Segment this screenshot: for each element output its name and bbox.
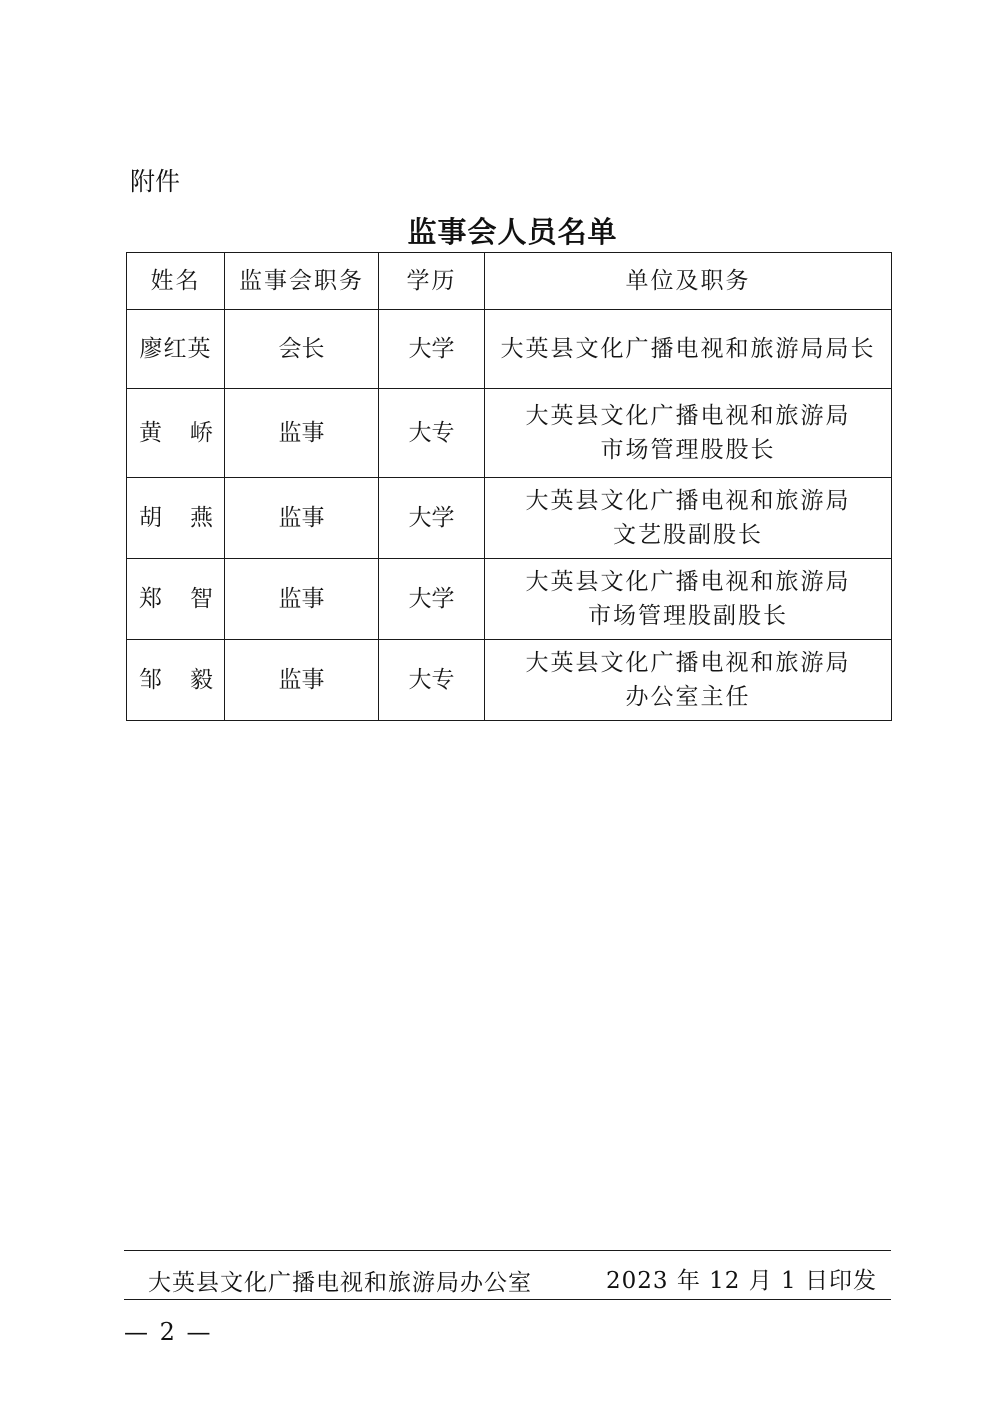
member-unit-position bbox=[485, 389, 892, 478]
name-char: 黄 bbox=[139, 420, 163, 446]
member-name bbox=[127, 478, 225, 559]
member-name: 廖红英 bbox=[127, 310, 225, 389]
member-name bbox=[127, 389, 225, 478]
table-row bbox=[127, 389, 892, 478]
member-unit-position bbox=[485, 310, 892, 389]
unit-line: 大英县文化广播电视和旅游局局长 bbox=[500, 336, 876, 362]
table-row bbox=[127, 559, 892, 640]
attachment-label: 附件 bbox=[130, 167, 181, 196]
unit-line: 大英县文化广播电视和旅游局 bbox=[525, 569, 851, 595]
name-char: 毅 bbox=[190, 667, 214, 693]
member-education: 大学 bbox=[379, 559, 485, 640]
supervisory-board-table bbox=[126, 252, 892, 721]
header-unit-position: 单位及职务 bbox=[485, 253, 892, 310]
header-name: 姓名 bbox=[127, 253, 225, 310]
member-board-role: 监事 bbox=[225, 559, 379, 640]
name-char: 燕 bbox=[190, 505, 214, 531]
header-board-role: 监事会职务 bbox=[225, 253, 379, 310]
unit-line: 文艺股副股长 bbox=[613, 522, 763, 548]
page-number: — 2 — bbox=[124, 1318, 213, 1346]
unit-line: 大英县文化广播电视和旅游局 bbox=[525, 650, 851, 676]
member-unit-position bbox=[485, 640, 892, 721]
member-board-role: 监事 bbox=[225, 389, 379, 478]
name-char: 智 bbox=[190, 586, 214, 612]
unit-line: 办公室主任 bbox=[625, 684, 751, 710]
table-row bbox=[127, 310, 892, 389]
member-board-role: 监事 bbox=[225, 478, 379, 559]
footer-print-date: 2023 年 12 月 1 日印发 bbox=[606, 1268, 877, 1294]
name-char: 邹 bbox=[139, 667, 163, 693]
unit-line: 市场管理股股长 bbox=[600, 437, 776, 463]
footer-bottom-rule bbox=[124, 1299, 891, 1300]
member-board-role: 会长 bbox=[225, 310, 379, 389]
table-row bbox=[127, 478, 892, 559]
member-education: 大专 bbox=[379, 389, 485, 478]
unit-line: 大英县文化广播电视和旅游局 bbox=[525, 488, 851, 514]
name-char: 峤 bbox=[190, 420, 214, 446]
member-unit-position bbox=[485, 478, 892, 559]
header-education: 学历 bbox=[379, 253, 485, 310]
unit-line: 市场管理股副股长 bbox=[588, 603, 788, 629]
document-title: 监事会人员名单 bbox=[407, 215, 618, 249]
name-char: 胡 bbox=[139, 505, 163, 531]
table-row bbox=[127, 640, 892, 721]
name-char: 郑 bbox=[139, 586, 163, 612]
member-unit-position bbox=[485, 559, 892, 640]
member-name bbox=[127, 640, 225, 721]
table-header-row bbox=[127, 253, 892, 310]
footer-top-rule bbox=[124, 1250, 891, 1251]
footer-issuer: 大英县文化广播电视和旅游局办公室 bbox=[148, 1270, 532, 1296]
member-education: 大学 bbox=[379, 310, 485, 389]
member-board-role: 监事 bbox=[225, 640, 379, 721]
unit-line: 大英县文化广播电视和旅游局 bbox=[525, 403, 851, 429]
member-education: 大学 bbox=[379, 478, 485, 559]
member-name bbox=[127, 559, 225, 640]
member-education: 大专 bbox=[379, 640, 485, 721]
